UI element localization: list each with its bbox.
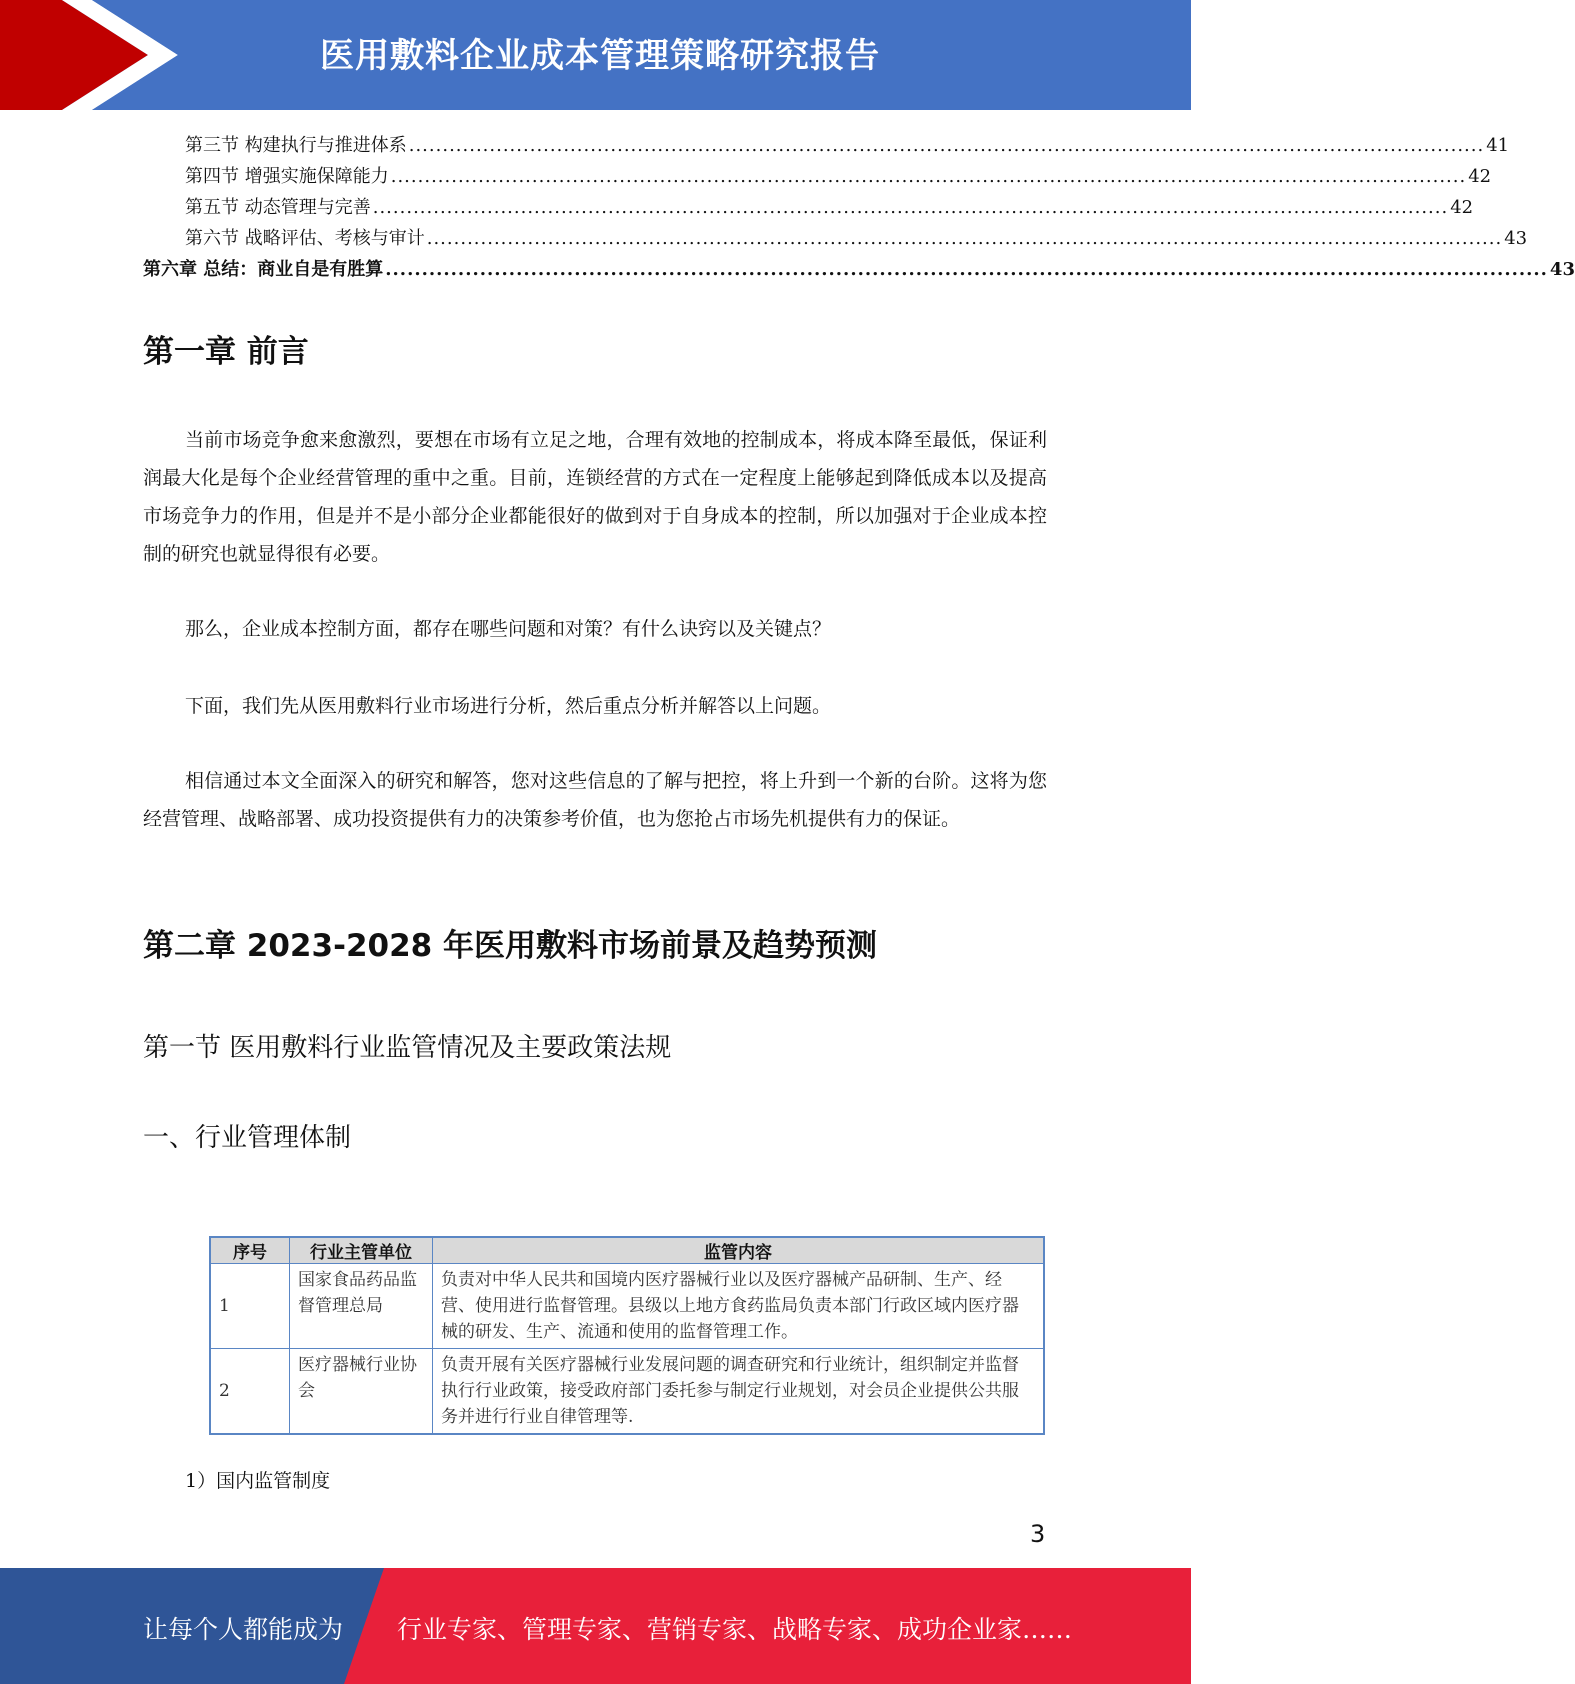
toc-entry-title: 第六节 战略评估、考核与审计 [185,228,425,249]
footer-slogan-right: 行业专家、管理专家、营销专家、战略专家、成功企业家…… [397,1615,1073,1644]
authority-name: 医疗器械行业协会 [290,1349,433,1435]
toc-entry-page: 42 [1450,197,1474,218]
chapter-2-heading: 第二章 2023-2028 年医用敷料市场前景及趋势预测 [143,928,878,964]
supervision-content: 负责对中华人民共和国境内医疗器械行业以及医疗器械产品研制、生产、经营、使用进行监督管理。县级以上地方食药监局负责本部门行政区域内医疗器械的研发、生产、流通和使用的监督管理工作。 [433,1264,1045,1349]
toc-leader-dots: ................................................................................................................................................................ [385,259,1548,280]
toc-leader-dots: ................................................................................................................................................................ [426,228,1503,249]
column-header: 行业主管单位 [290,1237,433,1264]
toc-entry-page: 42 [1468,166,1492,187]
report-title: 医用敷料企业成本管理策略研究报告 [320,36,880,76]
toc-leader-dots: ................................................................................................................................................................ [372,197,1449,218]
toc-entry-title: 第六章 总结：商业自是有胜算 [143,259,384,280]
list-item: 1）国内监管制度 [185,1470,331,1492]
toc-entry-title: 第四节 增强实施保障能力 [185,166,389,187]
table-header-row [210,1237,1044,1264]
toc-entry[interactable] [143,130,1510,161]
toc-entry-page: 43 [1504,228,1528,249]
body-paragraph: 相信通过本文全面深入的研究和解答，您对这些信息的了解与把控，将上升到一个新的台阶。这将为您经营管理、战略部署、成功投资提供有力的决策参考价值，也为您抢占市场先机提供有力的保证。 [143,770,1047,830]
chapter-1-heading: 第一章 前言 [143,334,309,370]
toc-entry-title: 第五节 动态管理与完善 [185,197,371,218]
body-paragraph: 当前市场竞争愈来愈激烈，要想在市场有立足之地，合理有效地的控制成本，将成本降至最低，保证利润最大化是每个企业经营管理的重中之重。目前，连锁经营的方式在一定程度上能够起到降低成本以及提高市场竞争力的作用，但是并不是小部分企业都能很好的做到对于自身成本的控制，所以加强对于企业成本控制的研究也就显得很有必要。 [143,429,1047,565]
table-row [210,1349,1044,1435]
column-header: 序号 [210,1237,290,1264]
toc-leader-dots: ................................................................................................................................................................ [408,135,1485,156]
body-paragraph: 那么，企业成本控制方面，都存在哪些问题和对策？有什么诀窍以及关键点？ [185,618,832,640]
page-number: 3 [1030,1520,1046,1548]
toc-entry-page: 41 [1486,135,1510,156]
footer-slogan-left: 让每个人都能成为 [143,1615,344,1644]
table-row [210,1264,1044,1349]
row-number: 2 [210,1349,290,1435]
column-header: 监管内容 [433,1237,1045,1264]
footer-banner [0,1568,1191,1684]
supervision-content: 负责开展有关医疗器械行业发展问题的调查研究和行业统计，组织制定并监督执行行业政策，接受政府部门委托参与制定行业规划，对会员企业提供公共服务并进行行业自律管理等. [433,1349,1045,1435]
regulatory-table [209,1236,1045,1435]
toc-entry[interactable] [143,192,1474,223]
toc-entry-title: 第三节 构建执行与推进体系 [185,135,407,156]
header-banner [0,0,1191,110]
row-number: 1 [210,1264,290,1349]
toc-entry[interactable] [143,161,1492,192]
body-paragraph: 下面，我们先从医用敷料行业市场进行分析，然后重点分析并解答以上问题。 [185,695,832,717]
table-of-contents [143,130,1575,285]
subsection-heading: 一、行业管理体制 [143,1123,352,1153]
toc-entry[interactable] [143,223,1528,254]
toc-entry-page: 43 [1549,259,1575,280]
toc-leader-dots: ................................................................................................................................................................ [390,166,1467,187]
toc-chapter-entry[interactable] [143,254,1575,285]
section-heading: 第一节 医用敷料行业监管情况及主要政策法规 [143,1033,672,1063]
authority-name: 国家食品药品监督管理总局 [290,1264,433,1349]
